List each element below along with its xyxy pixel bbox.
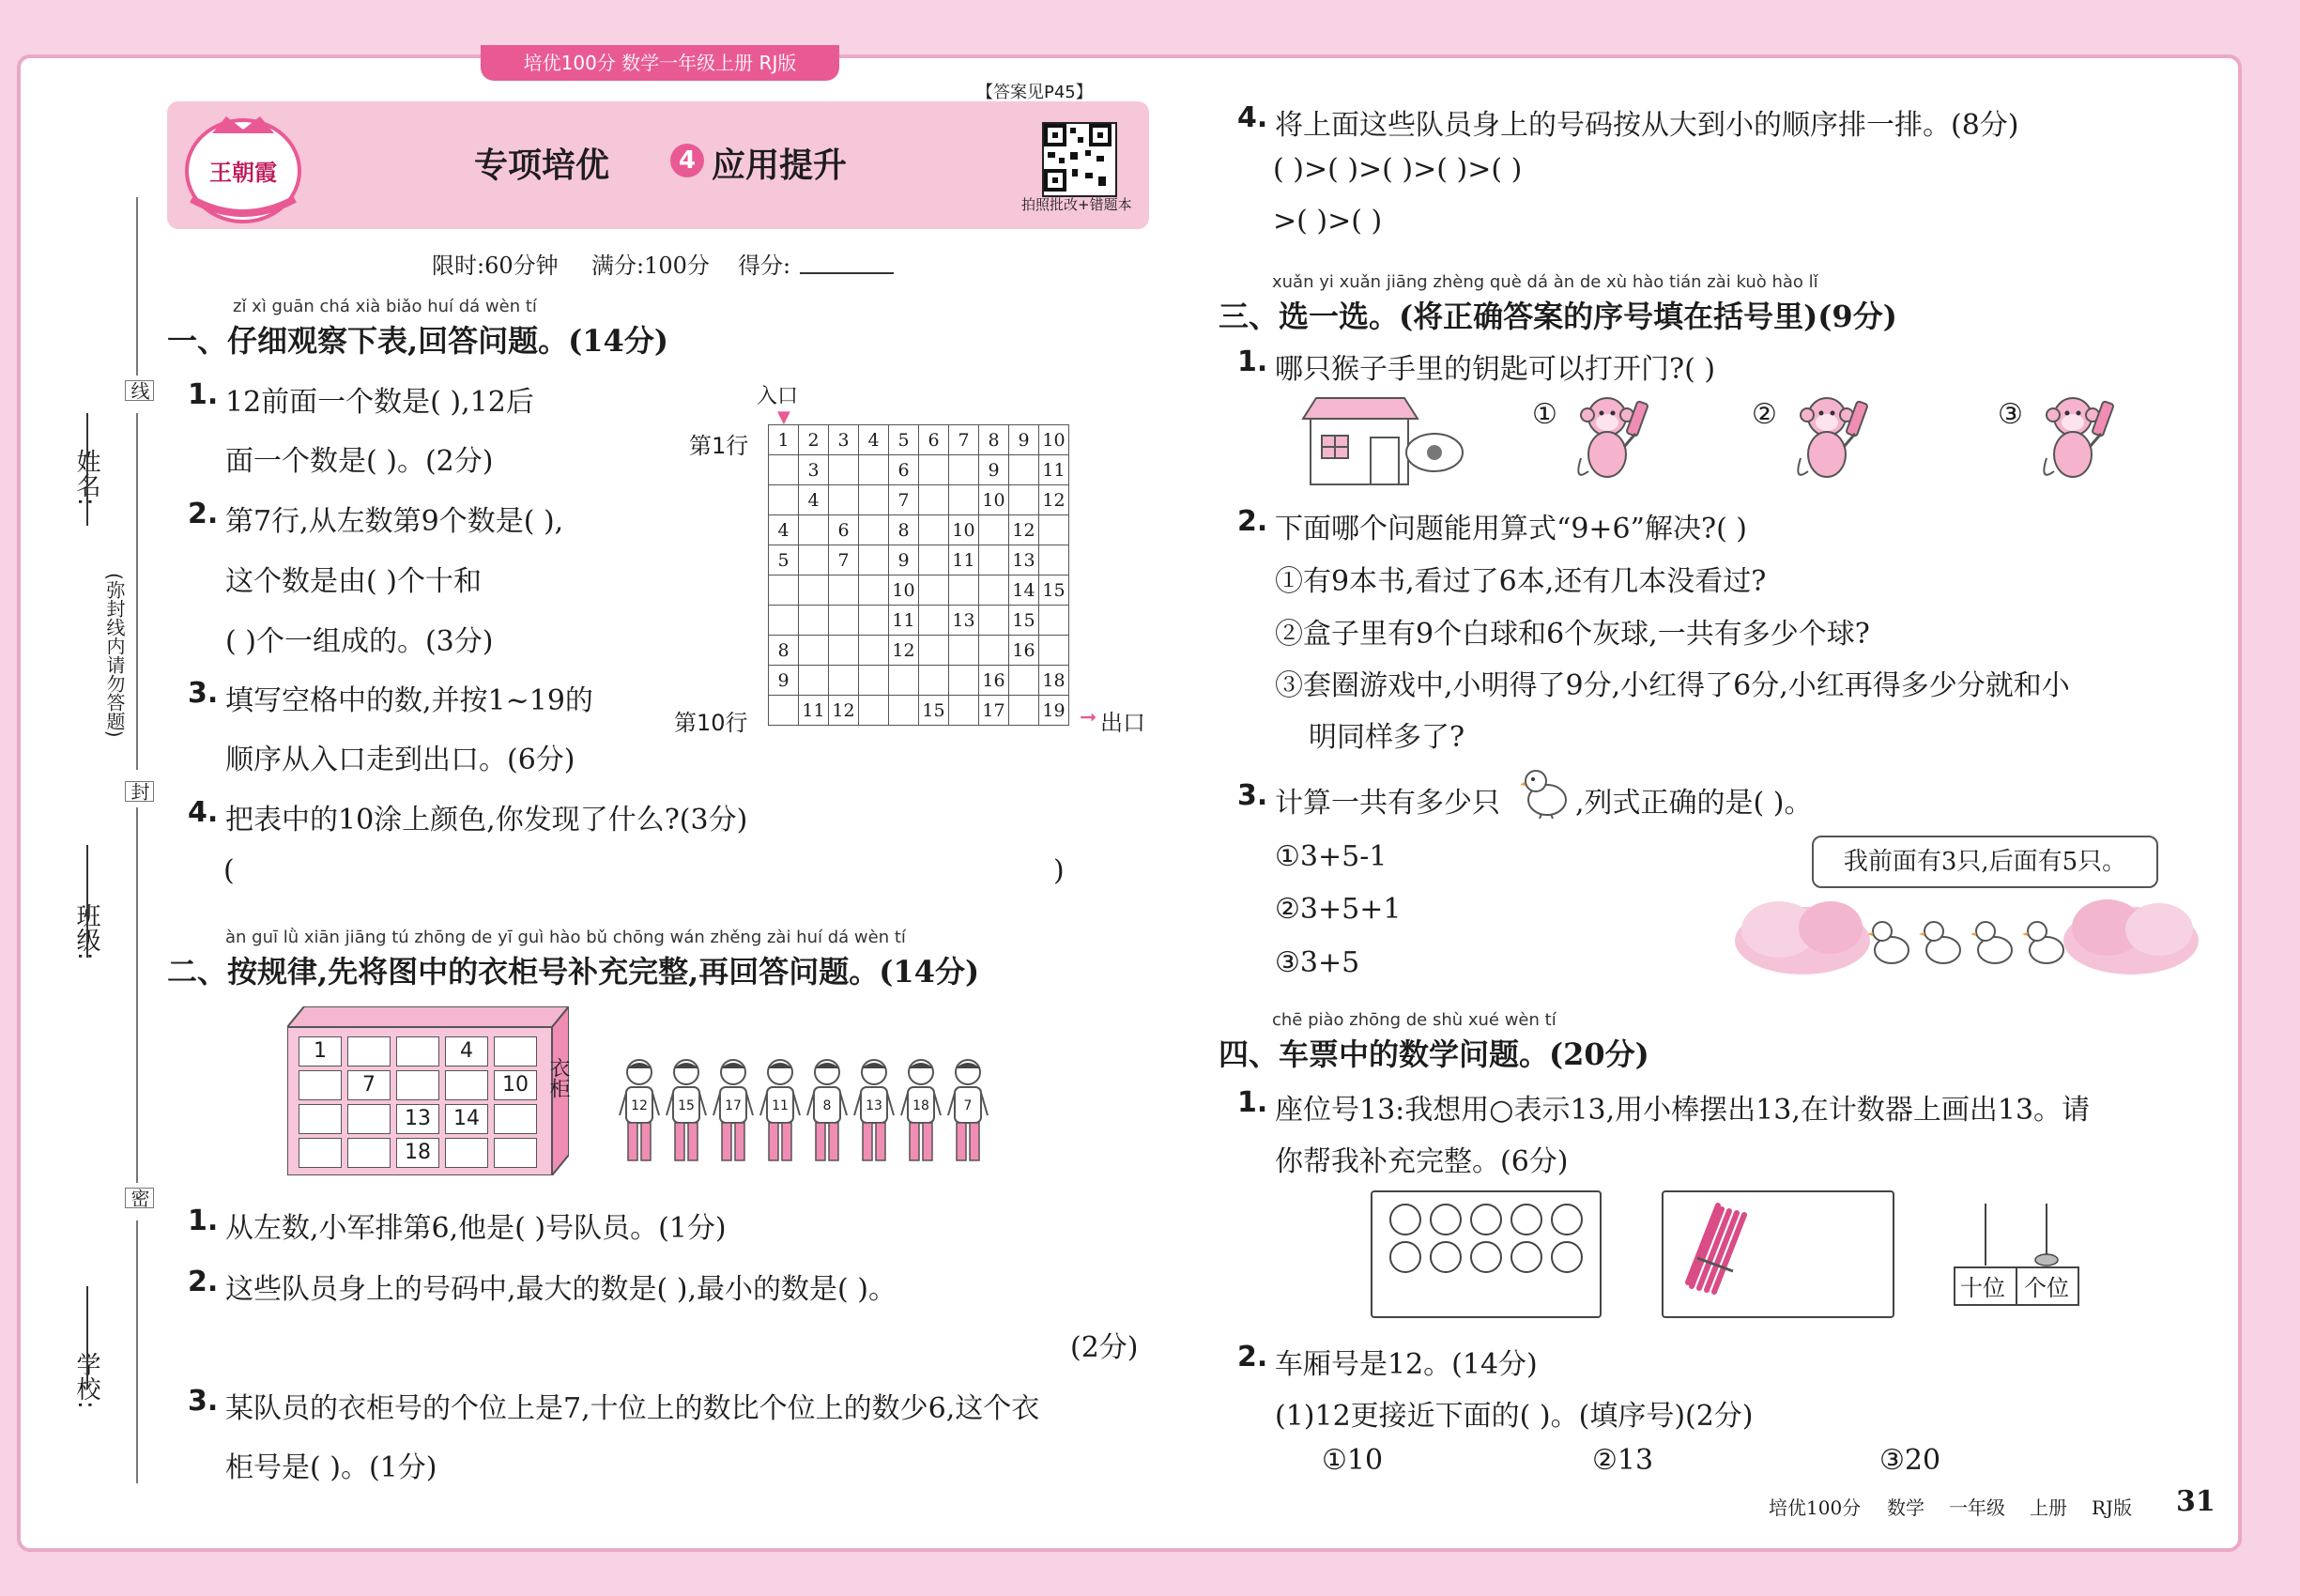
binding-line-end: [136, 1220, 138, 1483]
sec1-q1-num: 1.: [188, 378, 219, 411]
footer-edition: RJ版: [2092, 1496, 2133, 1519]
grid-cell: 4: [769, 515, 799, 545]
circle-mark: [1470, 1204, 1502, 1235]
sec2-q4-answer-line1[interactable]: ( )>( )>( )>( )>( ): [1273, 153, 1523, 186]
footer-term: 上册: [2030, 1496, 2067, 1519]
sec2-q4-answer-line2[interactable]: >( )>( ): [1273, 205, 1383, 238]
abacus-tens-label: 十位: [1960, 1275, 2005, 1301]
grid-cell-blank[interactable]: [979, 515, 1009, 545]
sec4-q1-line2: 你帮我补充完整。(6分): [1275, 1145, 1569, 1178]
sec4-q2-option2[interactable]: ②13: [1592, 1444, 1654, 1477]
grid-cell: 16: [979, 666, 1009, 696]
sec2-q2-text[interactable]: 这些队员身上的号码中,最大的数是( ),最小的数是( )。: [225, 1273, 897, 1306]
sec1-pinyin: zǐ xì guān chá xià biǎo huí dá wèn tí: [233, 297, 537, 316]
class-blank[interactable]: [86, 845, 88, 958]
sec2-title: 二、按规律,先将图中的衣柜号补充完整,再回答问题。(14分): [167, 954, 980, 990]
team-member: [665, 1057, 708, 1175]
sec3-q2-option2[interactable]: ②盒子里有9个白球和6个灰球,一共有多少个球?: [1275, 618, 1870, 651]
footer-subject: 数学: [1887, 1496, 1924, 1519]
grid-cell: 11: [1039, 455, 1069, 485]
grid-cell-blank[interactable]: [1039, 515, 1069, 545]
grid-row10-label: 第10行: [674, 710, 748, 736]
grid-cell-blank[interactable]: [799, 515, 829, 545]
grid-row: [769, 485, 1069, 515]
school-label: 学校:: [72, 1352, 100, 1409]
full-score: 满分:100分: [591, 253, 710, 279]
grid-cell-blank[interactable]: [919, 666, 949, 696]
grid-cell-blank[interactable]: [919, 515, 949, 545]
sec4-q2-option3[interactable]: ③20: [1879, 1444, 1941, 1477]
grid-cell-blank[interactable]: [949, 575, 979, 606]
sec1-q3-num: 3.: [188, 677, 219, 710]
grid-cell-blank[interactable]: [949, 485, 979, 515]
grid-cell-blank[interactable]: [919, 636, 949, 666]
grid-cell: 4: [859, 425, 889, 455]
grid-cell-blank[interactable]: [769, 696, 799, 726]
grid-cell-blank[interactable]: [949, 455, 979, 485]
grid-cell-blank[interactable]: [919, 545, 949, 575]
sec2-q1-text[interactable]: 从左数,小军排第6,他是( )号队员。(1分): [225, 1212, 727, 1245]
sec1-q3-line2: 顺序从入口走到出口。(6分): [225, 744, 575, 776]
grid-cell-blank[interactable]: [919, 455, 949, 485]
locker-blank[interactable]: [494, 1036, 537, 1067]
grid-cell-blank[interactable]: [859, 666, 889, 696]
sec3-pinyin: xuǎn yi xuǎn jiāng zhèng què dá àn de xù hào tián zài kuò hào lǐ: [1272, 272, 1818, 292]
sec3-q2-option3-line2: 明同样多了?: [1309, 721, 1465, 754]
team-member: [899, 1057, 943, 1175]
entrance-arrow-icon: ▼: [777, 407, 790, 427]
grid-cell: 12: [1039, 485, 1069, 515]
locker-blank[interactable]: [445, 1070, 488, 1100]
grid-cell-blank[interactable]: [859, 636, 889, 666]
sec4-q2-text: 车厢号是12。(14分): [1275, 1348, 1538, 1381]
sec2-q3-line1: 某队员的衣柜号的个位上是7,十位上的数比个位上的数少6,这个衣: [225, 1392, 1040, 1425]
grid-row: [769, 606, 1069, 636]
sticks-box[interactable]: [1662, 1190, 1894, 1318]
grid-cell-blank[interactable]: [949, 636, 979, 666]
grid-cell: 12: [889, 636, 919, 666]
monkey-option-label[interactable]: ②: [1752, 398, 1777, 431]
grid-cell-blank[interactable]: [1009, 485, 1039, 515]
grid-cell: 8: [979, 425, 1009, 455]
time-limit: 限时:60分钟: [432, 253, 559, 279]
grid-cell: 8: [769, 636, 799, 666]
locker-number: 1: [299, 1036, 342, 1067]
sticks-bundle-icon: [1664, 1192, 1889, 1312]
jersey-number: 15: [678, 1098, 695, 1113]
circle-mark: [1389, 1241, 1421, 1273]
sec1-q3-line1: 填写空格中的数,并按1~19的: [225, 684, 593, 717]
grid-row: [769, 545, 1069, 575]
grid-cell: 4: [799, 485, 829, 515]
grid-cell-blank[interactable]: [919, 575, 949, 606]
grid-cell: 17: [979, 696, 1009, 726]
grid-cell-blank[interactable]: [859, 606, 889, 636]
grid-cell: 3: [799, 455, 829, 485]
circle-mark: [1551, 1204, 1583, 1235]
sec3-q1-num: 1.: [1237, 345, 1268, 378]
grid-cell-blank[interactable]: [829, 636, 859, 666]
sec1-q2-line3[interactable]: ( )个一组成的。(3分): [225, 625, 494, 658]
grid-cell-blank[interactable]: [889, 666, 919, 696]
locker-number: 7: [347, 1070, 391, 1100]
grid-row: [769, 515, 1069, 545]
circle-mark: [1510, 1204, 1542, 1235]
grid-row: [769, 425, 1069, 455]
team-member: [852, 1057, 896, 1175]
title-number-badge: 4: [670, 144, 704, 177]
grid-cell: 3: [829, 425, 859, 455]
name-blank[interactable]: [86, 413, 88, 526]
chicks-and-bushes-illustration: [1732, 882, 2201, 976]
sec2-q1-num: 1.: [188, 1205, 219, 1237]
grid-cell: 11: [889, 606, 919, 636]
grid-cell: 12: [1009, 515, 1039, 545]
grid-cell: 5: [769, 545, 799, 575]
team-member: [712, 1057, 755, 1175]
circle-mark: [1470, 1241, 1502, 1273]
jersey-number: 12: [631, 1098, 648, 1113]
qr-caption: 拍照批改+错题本: [1021, 196, 1132, 213]
page-number: 31: [2176, 1485, 2216, 1518]
class-label: 班级:: [72, 903, 100, 960]
grid-cell-blank[interactable]: [859, 545, 889, 575]
chick-icon: [1521, 762, 1572, 819]
sec2-q4-num: 4.: [1237, 101, 1268, 134]
name-label: 姓名:: [72, 449, 100, 506]
sec3-q2-option3-line1[interactable]: ③套圈游戏中,小明得了9分,小红得了6分,小红再得多少分就和小: [1275, 669, 2070, 702]
monkey-option-label[interactable]: ③: [1998, 398, 2023, 431]
locker-blank[interactable]: [347, 1104, 391, 1134]
jersey-number: 17: [725, 1098, 742, 1113]
team-member: [759, 1057, 802, 1175]
grid-row: [769, 666, 1069, 696]
grid-cell: 16: [1009, 636, 1039, 666]
cabinet-label: 衣柜: [546, 1057, 570, 1098]
binding-line-mid: [136, 413, 138, 770]
grid-row: [769, 696, 1069, 726]
grid-cell: 5: [889, 425, 919, 455]
monkey-with-key-icon[interactable]: [1570, 392, 1660, 486]
sec4-pinyin: chē piào zhōng de shù xué wèn tí: [1272, 1010, 1556, 1030]
sec1-q1-line1[interactable]: 12前面一个数是( ),12后: [225, 386, 534, 419]
abacus-ones-label: 个位: [2024, 1275, 2069, 1301]
sec1-q1-line2[interactable]: 面一个数是( )。(2分): [225, 445, 494, 478]
number-grid: [768, 424, 1069, 726]
sec4-q2-num: 2.: [1237, 1341, 1268, 1373]
grid-cell: 7: [889, 485, 919, 515]
grid-cell: 11: [799, 696, 829, 726]
grid-cell-blank[interactable]: [1039, 636, 1069, 666]
grid-cell: 8: [889, 515, 919, 545]
jersey-number: 7: [963, 1098, 973, 1113]
grid-cell-blank[interactable]: [799, 575, 829, 606]
grid-cell: 9: [979, 455, 1009, 485]
sec4-title: 四、车票中的数学问题。(20分): [1219, 1036, 1649, 1072]
binding-line-bottom: [136, 807, 138, 1183]
sec1-q4-num: 4.: [188, 796, 219, 829]
grid-cell: 1: [769, 425, 799, 455]
top-bar: 培优100分 数学一年级上册 RJ版: [481, 45, 839, 81]
grid-cell-blank[interactable]: [979, 575, 1009, 606]
sec2-pinyin: àn guī lǜ xiān jiāng tú zhōng de yī guì hào bǔ chōng wán zhěng zài huí dá wèn tí: [225, 928, 906, 947]
grid-cell-blank[interactable]: [799, 545, 829, 575]
locker-number: 4: [445, 1036, 488, 1067]
sec3-q2-option1[interactable]: ①有9本书,看过了6本,还有几本没看过?: [1275, 565, 1767, 598]
grid-cell: 10: [889, 575, 919, 606]
sec4-q2-option1[interactable]: ①10: [1322, 1444, 1384, 1477]
locker-blank[interactable]: [494, 1104, 537, 1134]
grid-cell: 11: [949, 545, 979, 575]
footer-book: 培优100分: [1769, 1496, 1862, 1519]
grid-cell: 6: [919, 425, 949, 455]
monkey-option-label[interactable]: ①: [1532, 398, 1557, 431]
grid-cell: 15: [1039, 575, 1069, 606]
grid-cell: 15: [1009, 606, 1039, 636]
locker-blank[interactable]: [347, 1138, 391, 1168]
sec3-q3-text-post[interactable]: ,列式正确的是( )。: [1575, 787, 1813, 820]
circle-mark: [1510, 1241, 1542, 1273]
monkey-with-key-icon[interactable]: [1789, 392, 1879, 486]
grid-cell-blank[interactable]: [859, 575, 889, 606]
grid-cell-blank[interactable]: [829, 575, 859, 606]
grid-row: [769, 455, 1069, 485]
grid-cell-blank[interactable]: [979, 636, 1009, 666]
grid-cell-blank[interactable]: [769, 606, 799, 636]
binding-note: (弥封线内请勿答题): [103, 573, 126, 738]
sec3-q2-text[interactable]: 下面哪个问题能用算式“9+6”解决?( ): [1275, 513, 1748, 545]
grid-cell: 15: [919, 696, 949, 726]
locker-blank[interactable]: [396, 1036, 439, 1067]
locker-blank[interactable]: [299, 1070, 342, 1100]
grid-cell: 14: [1009, 575, 1039, 606]
grid-cell-blank[interactable]: [1009, 455, 1039, 485]
grid-cell: 13: [1009, 545, 1039, 575]
circle-mark: [1430, 1204, 1462, 1235]
sec3-q1-text[interactable]: 哪只猴子手里的钥匙可以打开门?( ): [1275, 353, 1716, 386]
locker-number: 14: [445, 1104, 488, 1134]
grid-cell-blank[interactable]: [949, 666, 979, 696]
seal-marker: 封: [125, 781, 154, 802]
grid-cell: 9: [769, 666, 799, 696]
answer-reference: 【答案见P45】: [976, 83, 1093, 102]
close-marker: 密: [125, 1188, 154, 1208]
grid-cell: 18: [1039, 666, 1069, 696]
locker-blank[interactable]: [494, 1138, 537, 1168]
grid-cell-blank[interactable]: [949, 696, 979, 726]
grid-cell-blank[interactable]: [979, 545, 1009, 575]
locker-blank[interactable]: [347, 1036, 391, 1067]
grid-cell-blank[interactable]: [829, 485, 859, 515]
sec1-title: 一、仔细观察下表,回答问题。(14分): [167, 323, 668, 359]
grid-entrance-label: 入口: [757, 385, 799, 408]
sec3-q3-option2[interactable]: ②3+5+1: [1275, 893, 1402, 926]
grid-cell-blank[interactable]: [829, 455, 859, 485]
grid-cell: 10: [949, 515, 979, 545]
sec2-q3-num: 3.: [188, 1385, 219, 1418]
locker-number: 13: [396, 1104, 439, 1134]
grid-cell-blank[interactable]: [919, 485, 949, 515]
sec2-q2-num: 2.: [188, 1266, 219, 1298]
locker-blank[interactable]: [396, 1070, 439, 1100]
grid-cell: 9: [889, 545, 919, 575]
qr-code-icon[interactable]: [1042, 122, 1117, 197]
grid-row: [769, 636, 1069, 666]
sec1-q2-line2[interactable]: 这个数是由( )个十和: [225, 565, 482, 598]
circle-mark: [1551, 1241, 1583, 1273]
sec2-q4-text: 将上面这些队员身上的号码按从大到小的顺序排一排。(8分): [1275, 109, 2019, 142]
grid-cell: 9: [1009, 425, 1039, 455]
grid-cell: 2: [799, 425, 829, 455]
house-with-lock-icon: [1299, 394, 1468, 488]
team-member: [946, 1057, 989, 1175]
exit-arrow-icon: ➞: [1080, 706, 1097, 729]
sec3-q2-num: 2.: [1237, 505, 1268, 538]
sec1-q4-text: 把表中的10涂上颜色,你发现了什么?(3分): [225, 804, 748, 836]
locker-blank[interactable]: [299, 1138, 342, 1168]
grid-cell-blank[interactable]: [829, 666, 859, 696]
grid-row1-label: 第1行: [689, 433, 749, 459]
grid-cell-blank[interactable]: [1009, 696, 1039, 726]
grid-cell-blank[interactable]: [799, 666, 829, 696]
sec1-q2-line1[interactable]: 第7行,从左数第9个数是( ),: [225, 505, 564, 538]
grid-cell-blank[interactable]: [859, 696, 889, 726]
grid-cell: 6: [889, 455, 919, 485]
sec3-q3-num: 3.: [1237, 779, 1268, 812]
sec3-title: 三、选一选。(将正确答案的序号填在括号里)(9分): [1219, 299, 1897, 334]
locker-blank[interactable]: [299, 1104, 342, 1134]
sec1-q4-answer-space[interactable]: [244, 856, 1042, 894]
sec4-q2-part1[interactable]: (1)12更接近下面的( )。(填序号)(2分): [1275, 1400, 1754, 1433]
school-blank[interactable]: [86, 1286, 88, 1389]
score-blank[interactable]: [800, 272, 894, 274]
grid-cell-blank[interactable]: [859, 515, 889, 545]
grid-cell-blank[interactable]: [859, 485, 889, 515]
grid-cell-blank[interactable]: [769, 455, 799, 485]
grid-cell-blank[interactable]: [799, 606, 829, 636]
speech-bubble: 我前面有3只,后面有5只。: [1812, 836, 2158, 888]
footer-grade: 一年级: [1949, 1496, 2005, 1519]
grid-cell: 12: [829, 696, 859, 726]
score-label: 得分:: [738, 253, 791, 279]
sec3-q3-option1[interactable]: ①3+5-1: [1275, 840, 1388, 873]
sec3-q3-text-pre: 计算一共有多少只: [1275, 787, 1500, 820]
locker-number: 18: [396, 1138, 439, 1168]
sec4-q1-line1: 座位号13:我想用○表示13,用小棒摆出13,在计数器上画出13。请: [1275, 1094, 2091, 1127]
sec2-q3-line2[interactable]: 柜号是( )。(1分): [225, 1451, 437, 1484]
title-prefix: 专项培优: [474, 146, 610, 185]
jersey-number: 11: [772, 1098, 789, 1113]
grid-cell-blank[interactable]: [1009, 666, 1039, 696]
sec1-q4-paren-close: ): [1053, 854, 1065, 887]
jersey-number: 18: [912, 1098, 929, 1113]
sec1-q2-num: 2.: [188, 498, 219, 530]
grid-cell: 19: [1039, 696, 1069, 726]
team-member: [618, 1057, 661, 1175]
monkey-with-key-icon[interactable]: [2035, 392, 2125, 486]
grid-cell-blank[interactable]: [889, 696, 919, 726]
title-banner: [167, 101, 1149, 229]
sec1-q4-paren-open: (: [223, 854, 235, 887]
jersey-number: 8: [822, 1098, 832, 1113]
binding-line-top: [136, 197, 138, 376]
title-main: 应用提升: [712, 146, 848, 185]
sec2-q2-score: (2分): [1070, 1331, 1139, 1364]
line-marker: 线: [125, 380, 154, 401]
grid-cell-blank[interactable]: [1039, 545, 1069, 575]
grid-cell: 13: [949, 606, 979, 636]
grid-cell: 6: [829, 515, 859, 545]
grid-cell: 10: [979, 485, 1009, 515]
logo-icon: [184, 105, 302, 225]
grid-cell-blank[interactable]: [769, 575, 799, 606]
grid-cell: 10: [1039, 425, 1069, 455]
sec4-q1-num: 1.: [1237, 1086, 1268, 1119]
grid-cell: 7: [829, 545, 859, 575]
locker-number: 10: [494, 1070, 537, 1100]
grid-cell-blank[interactable]: [1039, 606, 1069, 636]
grid-cell-blank[interactable]: [829, 606, 859, 636]
team-member: [805, 1057, 849, 1175]
logo-text: 王朝霞: [209, 160, 277, 186]
circle-mark: [1430, 1241, 1462, 1273]
locker-blank[interactable]: [445, 1138, 488, 1168]
grid-row: [769, 575, 1069, 606]
grid-cell-blank[interactable]: [769, 485, 799, 515]
grid-cell-blank[interactable]: [859, 455, 889, 485]
grid-exit-label: 出口: [1100, 710, 1145, 736]
grid-cell-blank[interactable]: [979, 606, 1009, 636]
grid-cell: 7: [949, 425, 979, 455]
circle-mark: [1389, 1204, 1421, 1235]
grid-cell-blank[interactable]: [799, 636, 829, 666]
jersey-number: 13: [866, 1098, 882, 1113]
grid-cell-blank[interactable]: [919, 606, 949, 636]
sec3-q3-option3[interactable]: ③3+5: [1275, 946, 1360, 979]
